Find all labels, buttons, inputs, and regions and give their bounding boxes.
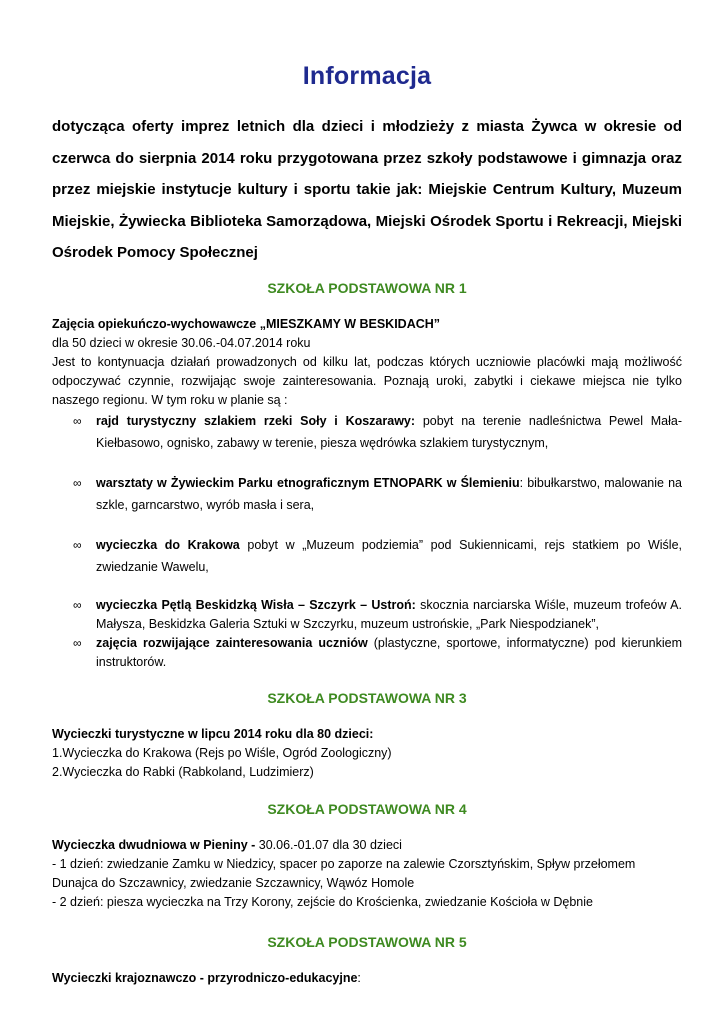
infinity-bullet-icon: ∞ [73,413,82,428]
sp4-title-rest: 30.06.-01.07 dla 30 dzieci [255,837,402,852]
list-item-bold: rajd turystyczny szlakiem rzeki Soły i Koszarawy: [96,413,416,428]
list-item [52,410,682,454]
sp4-title-bold: Wycieczka dwudniowa w Pieniny - [52,837,256,852]
list-item-bold: warsztaty w Żywieckim Parku etnograficznym ETNOPARK w Ślemieniu [96,475,520,490]
list-item [52,596,682,634]
list-item [52,634,682,672]
infinity-bullet-icon: ∞ [73,475,82,490]
sp4-title [52,836,682,855]
infinity-bullet-icon: ∞ [73,537,82,552]
list-item-text: skocznia narciarska Wiśle, muzeum trofeów A. Małysza, Beskidzka Galeria Sztuki w Szczyrku, muzeum ustrońskie, „Park Niespodzianek”, [96,597,682,631]
list-item-text: (plastyczne, sportowe, informatyczne) pod kierunkiem instruktorów. [96,635,682,669]
sp1-activity-list [52,410,682,672]
sp4-day-2: - 2 dzień: piesza wycieczka na Trzy Korony, zejście do Krościenka, zwiedzanie Kościoła w Dębnie [52,894,593,909]
list-item [52,472,682,516]
sp1-activity-details: dla 50 dzieci w okresie 30.06.-04.07.2014 roku [52,335,311,350]
list-item-bold: wycieczka do Krakowa [96,537,240,552]
list-item [52,534,682,578]
intro-paragraph: dotycząca oferty imprez letnich dla dzieci i młodzieży z miasta Żywca w okresie od czerwca do sierpnia 2014 roku przygotowana przez szkoły podstawowe i gimnazja oraz przez miejskie instytucje kultury i sportu takie jak: Miejskie Centrum Kultury, Muzeum Miejskie, Żywiecka Biblioteka Samorządowa, Miejski Ośrodek Sportu i Rekreacji, Miejski Ośrodek Pomocy Społecznej [52,118,682,262]
list-item-text: : bibułkarstwo, malowanie na szkle, garncarstwo, wyrób masła i sera, [96,475,682,512]
document-page [52,62,682,988]
list-item-text: pobyt w „Muzeum podziemia” pod Sukiennicami, rejs statkiem po Wiśle, zwiedzanie Wawelu, [96,537,682,574]
sp5-intro-bold: Wycieczki krajoznawczo - przyrodniczo-edukacyjne [52,970,358,985]
section-heading-sp3: SZKOŁA PODSTAWOWA NR 3 [267,689,467,706]
section-heading-sp1: SZKOŁA PODSTAWOWA NR 1 [267,279,467,296]
list-item-text: pobyt na terenie nadleśnictwa Pewel Mała- Kiełbasowo, ognisko, zabawy w terenie, piesza wędrówka szlakiem turystycznym, [96,413,683,450]
sp3-line-1: 1.Wycieczka do Krakowa (Rejs po Wiśle, Ogród Zoologiczny) [52,745,392,760]
section-heading-sp4: SZKOŁA PODSTAWOWA NR 4 [267,800,467,817]
list-item-bold: wycieczka Pętlą Beskidzką Wisła – Szczyrk – Ustroń: [96,597,416,612]
sp4-day-1: - 1 dzień: zwiedzanie Zamku w Niedzicy, spacer po zaporze na zalewie Czorsztyńskim, Spływ przełomem Dunajca do Szczawnicy, zwiedzanie Szczawnicy, Wąwóz Homole [52,856,636,890]
sp1-description: Jest to kontynuacja działań prowadzonych od kilku lat, podczas których uczniowie placówki mają możliwość odpoczywać czynnie, rozwijając swoje zainteresowania. Poznają uroki, zabytki i ciekawe miejsca nie tylko naszego regionu. W tym roku w planie są : [52,354,682,407]
sp1-activity-title: Zajęcia opiekuńczo-wychowawcze „MIESZKAMY W BESKIDACH” [52,316,441,331]
section-heading-sp5: SZKOŁA PODSTAWOWA NR 5 [267,933,467,950]
sp5-intro-colon: : [357,970,361,985]
sp3-line-2: 2.Wycieczka do Rabki (Rabkoland, Ludzimierz) [52,764,314,779]
infinity-bullet-icon: ∞ [73,635,82,650]
sp3-intro: Wycieczki turystyczne w lipcu 2014 roku dla 80 dzieci: [52,726,374,741]
list-item-bold: zajęcia rozwijające zainteresowania uczniów [96,635,368,650]
infinity-bullet-icon: ∞ [73,597,82,612]
page-title: Informacja [302,62,432,90]
sp5-intro [52,969,682,988]
